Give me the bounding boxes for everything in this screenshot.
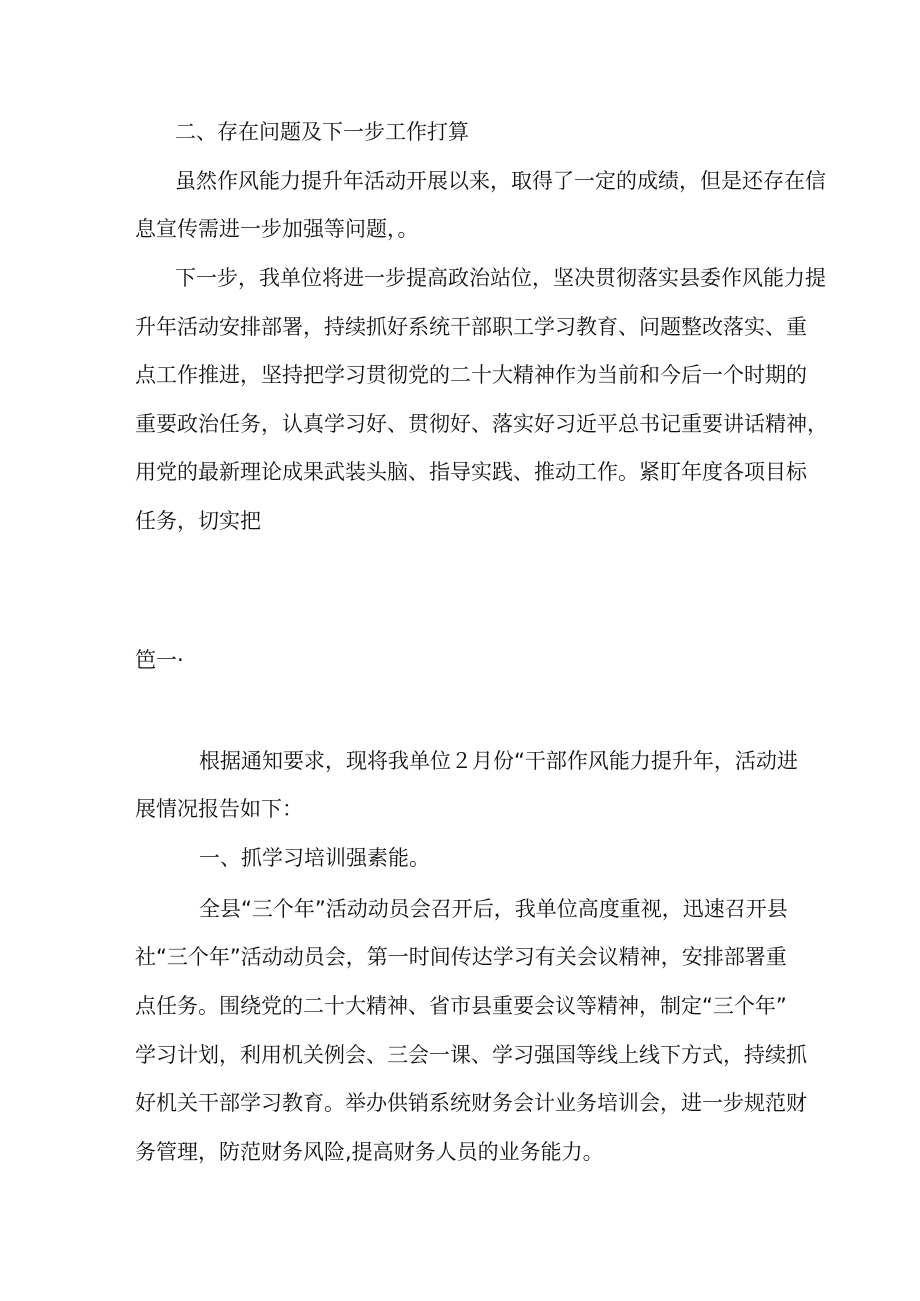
paragraph-line: 根据通知要求，现将我单位２月份“干部作风能力提升年，活动进: [199, 749, 798, 773]
paragraph-line: 下一步，我单位将进一步提高政治站位，坚决贯彻落实县委作风能力提: [175, 266, 826, 290]
paragraph-line: 展情况报告如下：: [135, 797, 303, 821]
paragraph-line: 点任务。围绕党的二十大精神、省市县重要会议等精神，制定“三个年”: [135, 994, 787, 1018]
paragraph-line: 息宣传需进一步加强等问题，。: [135, 217, 419, 241]
paragraph-line: 社“三个年”活动动员会，第一时间传达学习有关会议精神，安排部署重: [135, 945, 787, 969]
article-title: 笆一·: [135, 648, 184, 672]
paragraph-line: 全县“三个年”活动动员会召开后，我单位高度重视，迅速召开县: [199, 897, 788, 921]
paragraph-line: 升年活动安排部署，持续抓好系统干部职工学习教育、问题整改落实、重: [135, 315, 807, 339]
paragraph-line: 好机关干部学习教育。举办供销系统财务会计业务培训会，进一步规范财: [135, 1091, 807, 1115]
paragraph-line: 点工作推进，坚持把学习贯彻党的二十大精神作为当前和今后一个时期的: [135, 363, 807, 387]
paragraph-line: 务管理，防范财务风险,提高财务人员的业务能力。: [135, 1140, 604, 1164]
paragraph-line: 用党的最新理论成果武装头脑、指导实践、推动工作。紧盯年度各项目标: [135, 460, 807, 484]
paragraph-line: 重要政治任务，认真学习好、贯彻好、落实好习近平总书记重要讲话精神，: [135, 412, 828, 436]
paragraph-line: 任务，切实把: [135, 509, 261, 533]
paragraph-line: 虽然作风能力提升年活动开展以来，取得了一定的成绩，但是还存在信: [175, 169, 826, 193]
section-heading: 一、抓学习培训强素能。: [199, 846, 430, 870]
paragraph-line: 学习计划，利用机关例会、三会一课、学习强国等线上线下方式，持续抓: [135, 1043, 807, 1067]
section-heading: 二、存在问题及下一步工作打算: [175, 120, 469, 144]
